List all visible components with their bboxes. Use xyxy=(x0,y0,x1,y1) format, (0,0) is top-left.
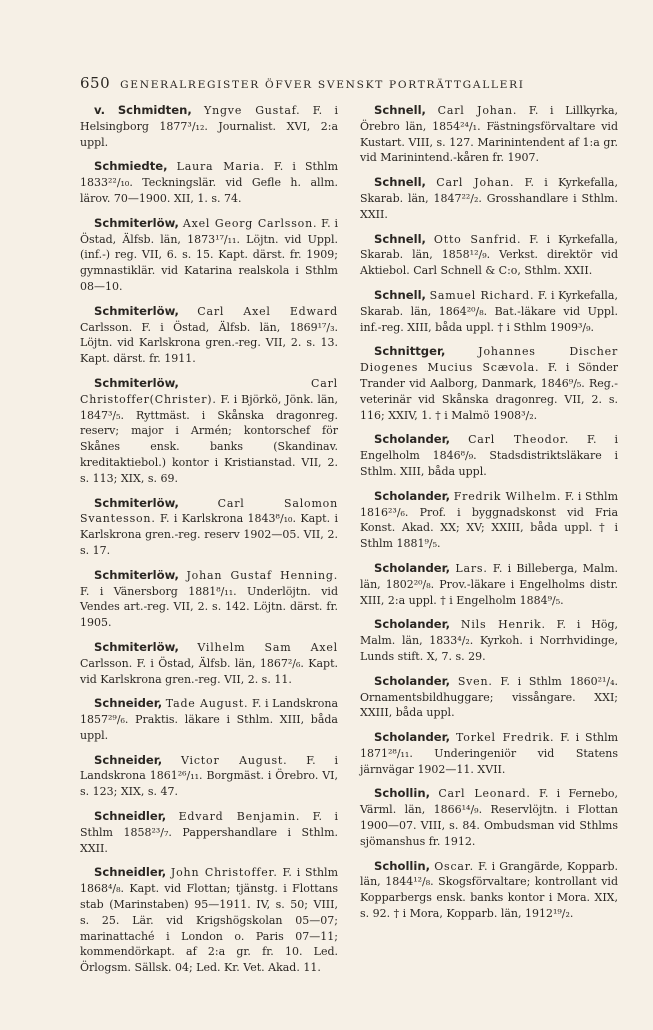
entry-given-names: Johan Gustaf Henning. xyxy=(186,568,338,582)
register-entry xyxy=(80,103,338,150)
entry-text: F. i Sthlm 1816²³/₆. Prof. i byggnadskonst vid Fria Konst. Akad. XX; XV; XXIII, båda uppl. † i Sthlm 1881⁹/₅. xyxy=(360,489,618,551)
entry-text: F. i Östad, Älfsb. län, 1873¹⁷/₁₁. Löjtn. vid Uppl. (inf.-) reg. VII, 6. s. 15. Kapt. därst. fr. 1909; gymnastiklär. vid Katarina realskola i Sthlm 08—10. xyxy=(80,216,338,293)
entry-text: F. i Helsingborg 1877³/₁₂. Journalist. XVI, 2:a uppl. xyxy=(80,104,338,149)
page-number: 650 xyxy=(80,74,111,92)
entry-surname: Schollin, xyxy=(374,786,431,801)
register-entry xyxy=(80,809,338,856)
register-entry xyxy=(80,304,338,367)
entry-surname: Schmiterlöw, xyxy=(94,375,179,390)
entry-surname: Scholander, xyxy=(374,488,451,503)
entry-given-names: Nils Henrik. xyxy=(460,618,546,632)
register-entry xyxy=(360,175,618,222)
entry-surname: Scholander, xyxy=(374,730,451,745)
entry-text: F. i Sthlm 1868⁴/₈. Kapt. vid Flottan; tjänstg. i Flottans stab (Marinstaben) 95—1911. IV, s. 50; VIII, s. 25. Lär. vid Krigshögskolan 05—07; marinattaché i London o. Paris 07—11; kommendörkapt. af 2:a gr. fr. 10. Led. Örlogsm. Sällsk. 04; Led. Kr. Vet. Akad. 11. xyxy=(80,866,338,975)
entry-surname: Schneidler, xyxy=(94,809,167,824)
entry-given-names: Samuel Richard. xyxy=(429,288,535,302)
entry-surname: Schnell, xyxy=(374,175,426,190)
register-entry xyxy=(360,859,618,922)
entry-given-names: Carl Salomon Svantesson. xyxy=(80,496,338,526)
entry-text: F. i Landskrona 1861²⁶/₁₁. Borgmäst. i Örebro. VI, s. 123; XIX, s. 47. xyxy=(80,753,338,799)
entry-given-names: Tade August. xyxy=(165,697,249,711)
entry-given-names: Carl Theodor. xyxy=(468,433,570,447)
entry-text: F. i Hög, Malm. län, 1833⁴/₂. Kyrkoh. i Norrhvidinge, Lunds stift. X, 7. s. 29. xyxy=(360,618,619,663)
register-entry xyxy=(80,216,338,295)
entry-text: F. i Kyrkefalla, Skarab. län, 1864²⁰/₈. Bat.-läkare vid Uppl. inf.-reg. XIII, båda uppl. † i Sthlm 1909³/₉. xyxy=(360,288,618,334)
entry-text: F. i Sthlm 1860²¹/₄. Ornamentsbildhuggare; vissångare. XXI; XXIII, båda uppl. xyxy=(360,674,619,720)
entry-text: F. i Sthlm 1871²⁸/₁₁. Underingeniör vid Statens järnvägar 1902—11. XVII. xyxy=(360,731,619,776)
running-title: GENERALREGISTER ÖFVER SVENSKT PORTRÄTTGALLERI xyxy=(120,79,525,91)
register-entry xyxy=(360,344,618,423)
entry-surname: Schmiedte, xyxy=(94,159,168,174)
register-entry xyxy=(360,103,618,166)
entry-surname: Schmiterlöw, xyxy=(94,639,179,654)
entry-text: Carlsson. F. i Östad, Älfsb. län, 1867²/₆. Kapt. vid Karlskrona gren.-reg. VII, 2. s. 11. xyxy=(80,656,338,686)
entry-surname: Schneidler, xyxy=(94,865,167,880)
entry-text: F. i Grangärde, Kopparb. län, 1844¹²/₈. Skogsförvaltare; kontrollant vid Kopparbergs ensk. banks kontor i Mora. XIX, s. 92. † i Mora, Kopparb. län, 1912¹⁹/₂. xyxy=(360,859,619,921)
register-entry xyxy=(360,617,618,664)
entry-surname: Schmiterlöw, xyxy=(94,495,179,510)
entry-given-names: Carl Johan. xyxy=(436,176,515,190)
entry-text: F. i Vänersborg 1881⁸/₁₁. Underlöjtn. vid Vendes art.-reg. VII, 2. s. 142. Löjtn. därst. fr. 1905. xyxy=(80,584,338,630)
entry-given-names: Carl Johan. xyxy=(437,104,518,117)
entry-given-names: Lars. xyxy=(455,561,488,575)
entry-given-names: Carl Leonard. xyxy=(438,787,531,801)
register-entry xyxy=(360,288,618,335)
entry-text: F. i Kyrkefalla, Skarab. län, 1847²²/₂. Grosshandlare i Sthlm. XXII. xyxy=(360,176,618,221)
entry-given-names: Yngve Gustaf. xyxy=(204,104,301,117)
entry-surname: Schmiterlöw, xyxy=(94,215,179,230)
entry-text: F. i Fernebo, Värml. län, 1866¹⁴/₉. Reservlöjtn. i Flottan 1900—07. VIII, s. 84. Ombudsman vid Sthlms sjömanshus fr. 1912. xyxy=(360,787,619,848)
register-entry xyxy=(80,753,338,800)
entry-text: F. i Sthlm 1833²²/₁₀. Teckningslär. vid Gefle h. allm. lärov. 70—1900. XII, 1. s. 74. xyxy=(80,160,338,205)
entry-text: F. i Lillkyrka, Örebro län, 1854²⁴/₁. Fästningsförvaltare vid Kustart. VIII, s. 127. Marinintendent af 1:a gr. vid Marinintend.-kåren fr. 1907. xyxy=(360,104,618,165)
register-entry xyxy=(80,568,338,631)
entry-surname: Scholander, xyxy=(374,673,451,688)
entry-given-names: Victor August. xyxy=(180,753,288,767)
entry-text: F. i Karlskrona 1843⁸/₁₀. Kapt. i Karlskrona gren.-reg. reserv 1902—05. VII, 2. s. 17. xyxy=(80,512,339,557)
entry-given-names: Axel Georg Carlsson. xyxy=(182,216,318,230)
entry-surname: Schnell, xyxy=(374,231,426,246)
register-entry xyxy=(360,232,618,279)
entry-text: F. i Landskrona 1857²⁹/₆. Praktis. läkare i Sthlm. XIII, båda uppl. xyxy=(80,697,339,742)
entry-surname: Schmiterlöw, xyxy=(94,567,179,582)
entry-given-names: John Christoffer. xyxy=(170,866,278,880)
entry-given-names: Oscar. xyxy=(434,859,474,873)
entry-text: Carlsson. F. i Östad, Älfsb. län, 1869¹⁷/₃. Löjtn. vid Karlskrona gren.-reg. VII, 2. s. 13. Kapt. därst. fr. 1911. xyxy=(80,320,338,366)
entry-text: F. i Björkö, Jönk. län, 1847³/₅. Ryttmäst. i Skånska dragonreg. reserv; major i Armén; kontorschef för Skånes ensk. banks (Skandinav. kreditaktiebol.) kontor i Kristianstad. VII, 2. s. 113; XIX, s. 69. xyxy=(80,392,338,485)
register-entry xyxy=(360,432,618,479)
entry-surname: Schollin, xyxy=(374,858,431,873)
entry-given-names: Edvard Benjamin. xyxy=(178,810,301,824)
entry-surname: Schnell, xyxy=(374,287,426,302)
entry-surname: Schneider, xyxy=(94,752,163,767)
entry-given-names: Sven. xyxy=(457,674,493,688)
register-entry xyxy=(80,696,338,743)
entry-text: F. i Sthlm 1858²³/₇. Pappershandlare i Sthlm. XXII. xyxy=(80,810,338,855)
register-entry xyxy=(360,561,618,608)
register-entry xyxy=(80,376,338,487)
register-entry xyxy=(360,730,618,777)
entry-surname: Scholander, xyxy=(374,560,451,575)
right-column xyxy=(360,103,618,931)
register-entry xyxy=(80,496,338,559)
register-entry xyxy=(360,489,618,552)
entry-text: F. i Engelholm 1846⁸/₉. Stadsdistriktsläkare i Sthlm. XIII, båda uppl. xyxy=(360,433,618,478)
entry-given-names: Torkel Fredrik. xyxy=(456,731,555,745)
entry-surname: v. Schmidten, xyxy=(94,103,192,117)
register-entry xyxy=(80,640,338,687)
page-header xyxy=(80,74,600,96)
entry-surname: Scholander, xyxy=(374,432,451,447)
left-column xyxy=(80,103,338,985)
entry-surname: Schmiterlöw, xyxy=(94,303,179,318)
entry-given-names: Carl Christoffer(Christer). xyxy=(80,376,338,406)
register-entry xyxy=(360,674,618,721)
entry-surname: Schnittger, xyxy=(374,344,446,359)
register-entry xyxy=(80,865,338,976)
entry-given-names: Vilhelm Sam Axel xyxy=(197,640,338,654)
entry-given-names: Johannes Discher Diogenes Mucius Scævola. xyxy=(360,345,619,375)
entry-surname: Schneider, xyxy=(94,696,163,711)
entry-surname: Scholander, xyxy=(374,617,451,632)
register-entry xyxy=(360,786,618,849)
entry-given-names: Fredrik Wilhelm. xyxy=(453,489,562,503)
entry-given-names: Carl Axel Edward xyxy=(197,304,338,318)
entry-text: F. i Billeberga, Malm. län, 1802²⁰/₈. Prov.-läkare i Engelholms distr. XIII, 2:a uppl. † i Engelholm 1884⁹/₅. xyxy=(360,561,618,607)
entry-given-names: Laura Maria. xyxy=(176,160,265,174)
entry-given-names: Otto Sanfrid. xyxy=(433,232,522,246)
register-entry xyxy=(80,159,338,206)
entry-surname: Schnell, xyxy=(374,103,426,117)
entry-text: F. i Sönder Trander vid Aalborg, Danmark, 1846⁹/₅. Reg.-veterinär vid Skånska dragonreg. VII, 2. s. 116; XXIV, 1. † i Malmö 1908³/₂. xyxy=(360,361,618,422)
entry-text: F. i Kyrkefalla, Skarab. län, 1858¹²/₉. Verkst. direktör vid Aktiebol. Carl Schnell & C:o, Sthlm. XXII. xyxy=(360,232,618,278)
